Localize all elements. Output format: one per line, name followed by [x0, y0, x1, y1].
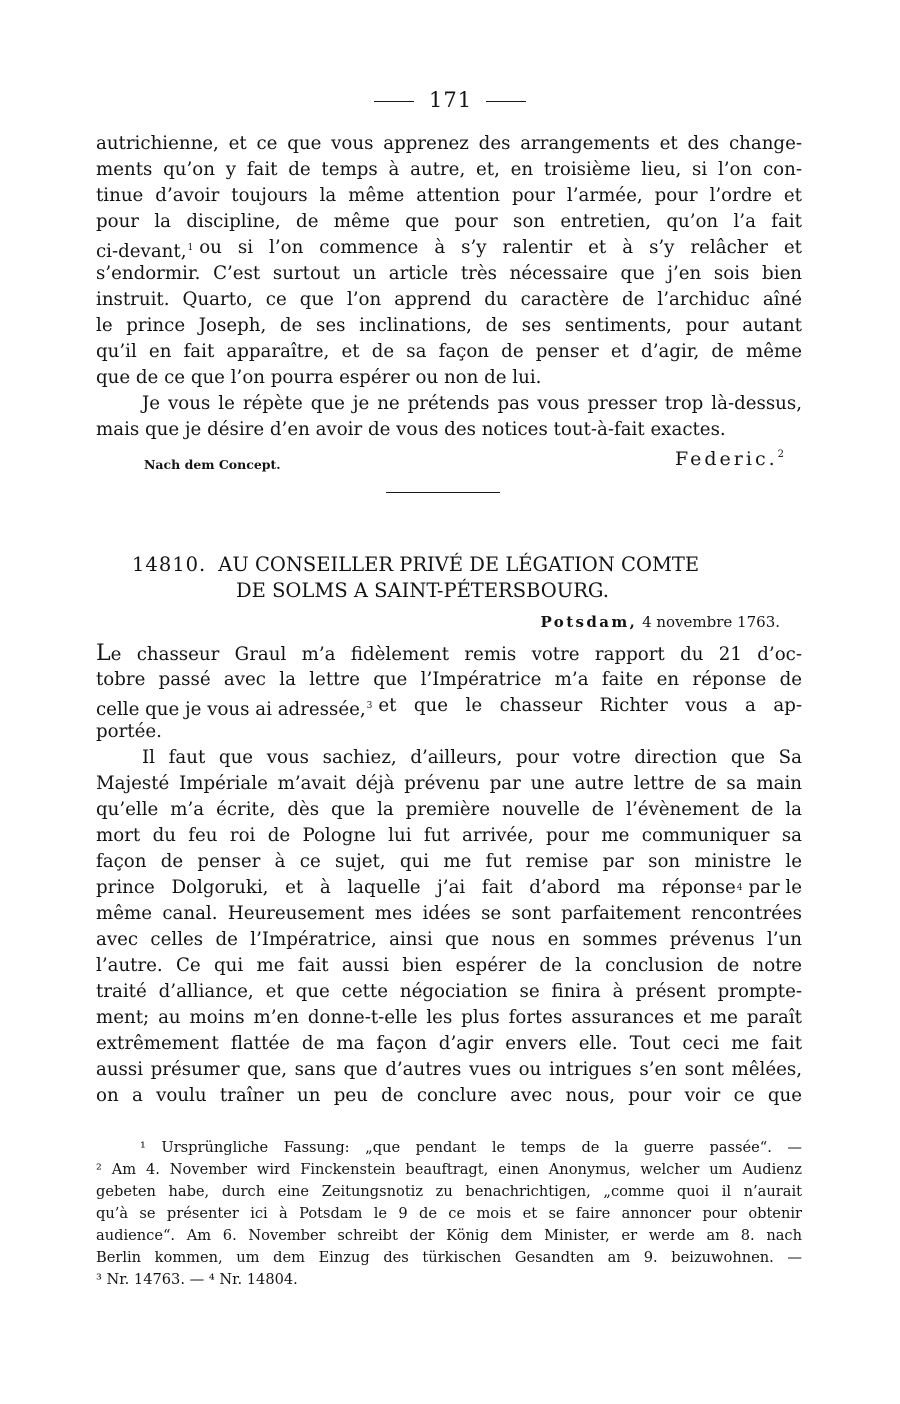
section-separator [386, 492, 500, 493]
text-line: Je vous le répète que je ne prétends pas vous presser trop là-dessus, [142, 393, 802, 414]
drop-cap: L [96, 641, 111, 666]
text-fragment: ou si l’on commence à s’y ralentir et à s’y relâcher et [199, 237, 802, 258]
footnote-line: Berlin kommen, um dem Einzug des türkischen Gesandten am 9. beizuwohnen. — [96, 1249, 802, 1266]
page-header [96, 86, 802, 116]
text-line: tobre passé avec la lettre que l’Impératrice m’a faite en réponse de [96, 669, 802, 690]
text-line [96, 875, 802, 901]
footnote-line: audience“. Am 6. November schreibt der König dem Minister, er werde am 8. nach [96, 1227, 802, 1244]
text-fragment: prince Dolgoruki, et à laquelle j’ai fait d’abord ma réponse [96, 877, 736, 898]
text-line: que de ce que l’on pourra espérer ou non de lui. [96, 367, 542, 388]
text-line: Majesté Impériale m’avait déjà prévenu par une autre lettre de sa main [96, 773, 802, 794]
text-line: portée. [96, 721, 162, 742]
text-line: qu’il en fait apparaître, et de sa façon de penser et d’agir, de même [96, 341, 802, 362]
signature: Federic.$^2$ [674, 448, 784, 470]
footnote-line: qu’à se présenter ici à Potsdam le 9 de ce mois et se faire annoncer pour obtenir [96, 1205, 802, 1222]
letter-body [96, 641, 802, 1109]
text-line: façon de penser à ce sujet, qui me fut remise par son ministre le [96, 851, 802, 872]
footnote-line: ² Am 4. November wird Finckenstein beauftragt, einen Anonymus, welcher um Audienz [96, 1161, 802, 1178]
letter-title: AU CONSEILLER PRIVÉ DE LÉGATION COMTE [218, 553, 700, 576]
text-line: extrêmement flattée de ma façon d’agir envers elle. Tout ceci me fait [96, 1033, 802, 1054]
footnotes [96, 1137, 802, 1291]
text-line: mais que je désire d’en avoir de vous des notices tout-à-fait exactes. [96, 419, 726, 440]
text-line: avec celles de l’Impératrice, ainsi que nous en sommes prévenus l’un [96, 929, 802, 950]
text-line: ment; au moins m’en donne-t-elle les plus fortes assurances et me paraît [96, 1007, 802, 1028]
dateline [541, 613, 780, 631]
footnote-ref-1: 1 [187, 243, 194, 253]
header-rule-right [486, 101, 526, 102]
text-line: qu’elle m’a écrite, dès que la première nouvelle de l’évènement de la [96, 799, 802, 820]
text-line: autrichienne, et ce que vous apprenez des arrangements et des change- [96, 133, 802, 154]
letter-number: 14810. [132, 553, 207, 576]
footnote-ref-2: 2 [777, 449, 784, 460]
footnote-line: gebeten habe, durch eine Zeitungsnotiz zu benachrichtigen, „comme quoi il n’aurait [96, 1183, 802, 1200]
text-line: pour la discipline, de même que pour son entretien, qu’on l’a fait [96, 211, 802, 232]
text-line: mort du feu roi de Pologne lui fut arrivée, pour me communiquer sa [96, 825, 802, 846]
footnote-line: ³ Nr. 14763. — ⁴ Nr. 14804. [96, 1271, 298, 1288]
heading-line-2: DE SOLMS A SAINT-PÉTERSBOURG. [236, 579, 609, 602]
footnote-line: ¹ Ursprüngliche Fassung: „que pendant le temps de la guerre passée“. — [140, 1139, 802, 1156]
text-line: même canal. Heureusement mes idées se sont parfaitement rencontrées [96, 903, 802, 924]
heading-line-1 [132, 553, 699, 576]
text-line: instruit. Quarto, ce que l’on apprend du caractère de l’archiduc aîné [96, 289, 802, 310]
text-fragment: ci-devant,$^1$ [96, 241, 194, 262]
source-note: Nach dem Concept. [144, 457, 281, 472]
text-line: tinue d’avoir toujours la même attention pour l’armée, pour l’ordre et [96, 185, 802, 206]
footnote-ref-4: 4 [736, 883, 743, 893]
text-fragment: par le [748, 877, 802, 898]
date-place: Potsdam, [540, 613, 638, 631]
text-line: l’autre. Ce qui me fait aussi bien espérer de la conclusion de notre [96, 955, 802, 976]
text-line [96, 235, 802, 261]
text-line: ments qu’on y fait de temps à autre, et, en troisième lieu, si l’on con- [96, 159, 802, 180]
text-line: s’endormir. C’est surtout un article très nécessaire que j’en sois bien [96, 263, 802, 284]
signature-row [96, 448, 802, 474]
text-line: Il faut que vous sachiez, d’ailleurs, pour votre direction que Sa [142, 747, 802, 768]
footnote-ref-3: 3 [366, 701, 373, 711]
text-fragment: et que le chasseur Richter vous a ap- [378, 695, 802, 716]
text-line [96, 693, 802, 719]
text-line: le prince Joseph, de ses inclinations, de ses sentiments, pour autant [96, 315, 802, 336]
text-line: on a voulu traîner un peu de conclure avec nous, pour voir ce que [96, 1085, 802, 1106]
text-line: Le chasseur Graul m’a fidèlement remis votre rapport du 21 d’oc- [96, 641, 802, 666]
header-rule-left [374, 101, 414, 102]
text-line: aussi présumer que, sans que d’autres vues ou intrigues s’en sont mêlées, [96, 1059, 802, 1080]
text-fragment: celle que je vous ai adressée,$^3$ [96, 699, 373, 720]
text-line: traité d’alliance, et que cette négociation se finira à présent prompte- [96, 981, 802, 1002]
page-number: 171 [429, 88, 473, 112]
previous-letter-end [96, 131, 802, 443]
date: 4 novembre 1763. [642, 613, 780, 631]
